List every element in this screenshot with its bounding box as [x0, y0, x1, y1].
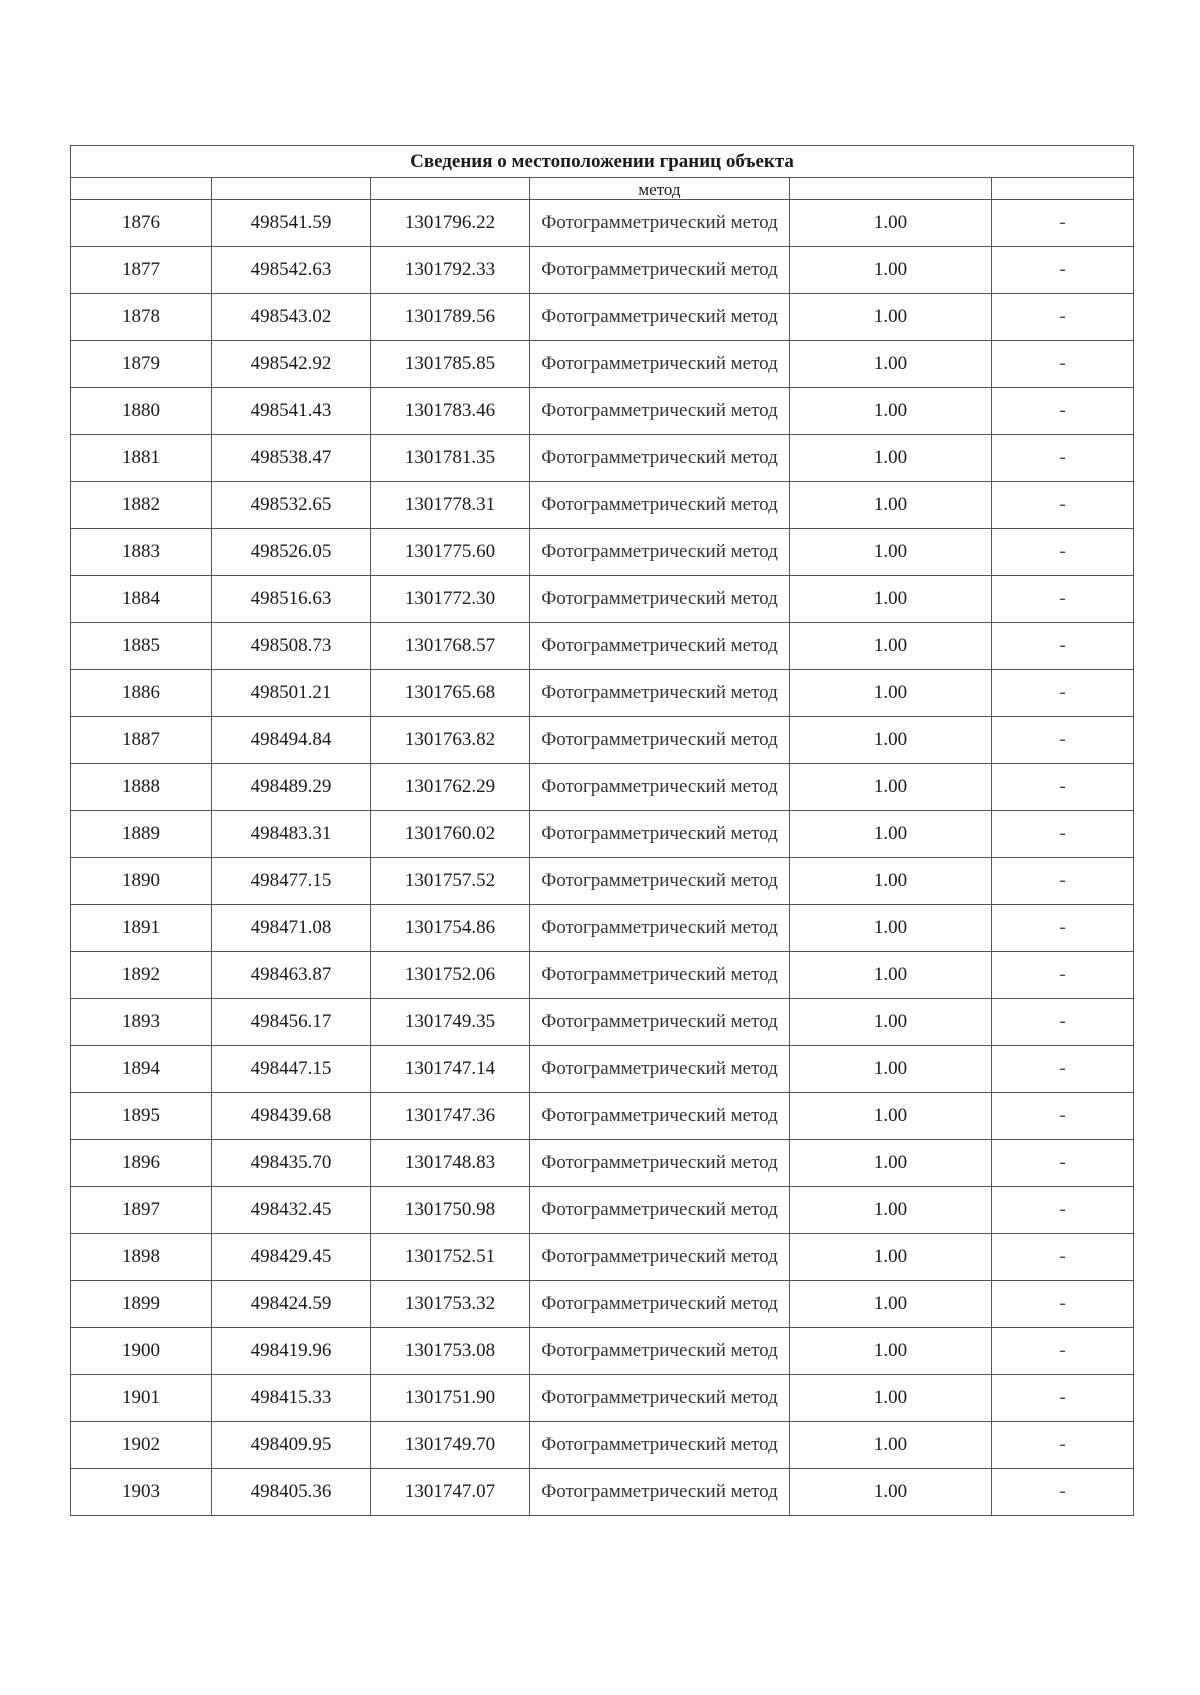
cell-method: Фотограмметрический метод — [530, 1187, 790, 1234]
cell-note: - — [992, 952, 1134, 999]
cell-y-coordinate: 1301785.85 — [371, 341, 530, 388]
cell-method: Фотограмметрический метод — [530, 1093, 790, 1140]
table-row — [71, 1422, 1134, 1469]
table-row — [71, 482, 1134, 529]
cell-x-coordinate: 498424.59 — [212, 1281, 371, 1328]
cell-point-number: 1896 — [71, 1140, 212, 1187]
table-title: Сведения о местоположении границ объекта — [71, 146, 1134, 178]
cell-x-coordinate: 498542.92 — [212, 341, 371, 388]
table-row — [71, 905, 1134, 952]
cell-accuracy: 1.00 — [790, 1046, 992, 1093]
cell-method: Фотограмметрический метод — [530, 764, 790, 811]
cell-point-number: 1882 — [71, 482, 212, 529]
cell-y-coordinate: 1301781.35 — [371, 435, 530, 482]
cell-y-coordinate: 1301765.68 — [371, 670, 530, 717]
cell-accuracy: 1.00 — [790, 999, 992, 1046]
cell-x-coordinate: 498543.02 — [212, 294, 371, 341]
table-row — [71, 858, 1134, 905]
cell-x-coordinate: 498542.63 — [212, 247, 371, 294]
table-row — [71, 1234, 1134, 1281]
cell-point-number: 1890 — [71, 858, 212, 905]
cell-y-coordinate: 1301775.60 — [371, 529, 530, 576]
cell-point-number: 1885 — [71, 623, 212, 670]
cell-method: Фотограмметрический метод — [530, 999, 790, 1046]
cell-y-coordinate: 1301796.22 — [371, 200, 530, 247]
cell-point-number: 1903 — [71, 1469, 212, 1516]
table-row — [71, 294, 1134, 341]
cell-y-coordinate: 1301763.82 — [371, 717, 530, 764]
table-row — [71, 1281, 1134, 1328]
cell-note: - — [992, 1234, 1134, 1281]
cell-empty — [212, 178, 371, 200]
cell-method: Фотограмметрический метод — [530, 858, 790, 905]
cell-x-coordinate: 498541.43 — [212, 388, 371, 435]
cell-x-coordinate: 498483.31 — [212, 811, 371, 858]
table-row — [71, 1093, 1134, 1140]
cell-accuracy: 1.00 — [790, 435, 992, 482]
cell-method: Фотограмметрический метод — [530, 1140, 790, 1187]
cell-method: Фотограмметрический метод — [530, 1046, 790, 1093]
cell-method: Фотограмметрический метод — [530, 294, 790, 341]
cell-note: - — [992, 1281, 1134, 1328]
cell-x-coordinate: 498471.08 — [212, 905, 371, 952]
cell-y-coordinate: 1301750.98 — [371, 1187, 530, 1234]
cell-accuracy: 1.00 — [790, 247, 992, 294]
cell-method: Фотограмметрический метод — [530, 811, 790, 858]
cell-y-coordinate: 1301783.46 — [371, 388, 530, 435]
cell-point-number: 1876 — [71, 200, 212, 247]
cell-y-coordinate: 1301748.83 — [371, 1140, 530, 1187]
cell-note: - — [992, 1422, 1134, 1469]
cell-accuracy: 1.00 — [790, 670, 992, 717]
cell-accuracy: 1.00 — [790, 1469, 992, 1516]
table-row — [71, 717, 1134, 764]
table-row — [71, 623, 1134, 670]
cell-x-coordinate: 498405.36 — [212, 1469, 371, 1516]
cell-x-coordinate: 498429.45 — [212, 1234, 371, 1281]
cell-note: - — [992, 200, 1134, 247]
cell-accuracy: 1.00 — [790, 482, 992, 529]
cell-point-number: 1888 — [71, 764, 212, 811]
cell-note: - — [992, 247, 1134, 294]
cell-accuracy: 1.00 — [790, 529, 992, 576]
table-row — [71, 388, 1134, 435]
cell-note: - — [992, 435, 1134, 482]
table-row — [71, 576, 1134, 623]
cell-y-coordinate: 1301752.51 — [371, 1234, 530, 1281]
cell-x-coordinate: 498463.87 — [212, 952, 371, 999]
table-body — [71, 178, 1134, 1516]
cell-y-coordinate: 1301792.33 — [371, 247, 530, 294]
cell-accuracy: 1.00 — [790, 341, 992, 388]
cell-x-coordinate: 498447.15 — [212, 1046, 371, 1093]
cell-point-number: 1887 — [71, 717, 212, 764]
cell-method: Фотограмметрический метод — [530, 905, 790, 952]
cell-note: - — [992, 341, 1134, 388]
cell-x-coordinate: 498538.47 — [212, 435, 371, 482]
cell-method: Фотограмметрический метод — [530, 576, 790, 623]
cell-point-number: 1883 — [71, 529, 212, 576]
cell-x-coordinate: 498501.21 — [212, 670, 371, 717]
cell-x-coordinate: 498477.15 — [212, 858, 371, 905]
cell-point-number: 1879 — [71, 341, 212, 388]
cell-method: Фотограмметрический метод — [530, 623, 790, 670]
cell-point-number: 1880 — [71, 388, 212, 435]
table-row — [71, 764, 1134, 811]
cell-accuracy: 1.00 — [790, 294, 992, 341]
cell-method: Фотограмметрический метод — [530, 717, 790, 764]
cell-point-number: 1898 — [71, 1234, 212, 1281]
cell-empty — [71, 178, 212, 200]
table-row — [71, 341, 1134, 388]
cell-accuracy: 1.00 — [790, 1234, 992, 1281]
cell-method: Фотограмметрический метод — [530, 1422, 790, 1469]
cell-method: Фотограмметрический метод — [530, 435, 790, 482]
cell-x-coordinate: 498541.59 — [212, 200, 371, 247]
cell-note: - — [992, 717, 1134, 764]
cell-y-coordinate: 1301762.29 — [371, 764, 530, 811]
cell-accuracy: 1.00 — [790, 905, 992, 952]
cell-point-number: 1877 — [71, 247, 212, 294]
cell-x-coordinate: 498439.68 — [212, 1093, 371, 1140]
cell-method: Фотограмметрический метод — [530, 529, 790, 576]
table-row — [71, 529, 1134, 576]
cell-y-coordinate: 1301778.31 — [371, 482, 530, 529]
cell-point-number: 1878 — [71, 294, 212, 341]
cell-method: Фотограмметрический метод — [530, 1375, 790, 1422]
cell-y-coordinate: 1301760.02 — [371, 811, 530, 858]
cell-note: - — [992, 1375, 1134, 1422]
cell-point-number: 1899 — [71, 1281, 212, 1328]
cell-x-coordinate: 498508.73 — [212, 623, 371, 670]
cell-note: - — [992, 1187, 1134, 1234]
cell-method: Фотограмметрический метод — [530, 1328, 790, 1375]
cell-point-number: 1886 — [71, 670, 212, 717]
table-row — [71, 811, 1134, 858]
cell-point-number: 1889 — [71, 811, 212, 858]
cell-empty — [790, 178, 992, 200]
cell-x-coordinate: 498432.45 — [212, 1187, 371, 1234]
cell-point-number: 1900 — [71, 1328, 212, 1375]
cell-y-coordinate: 1301789.56 — [371, 294, 530, 341]
cell-point-number: 1897 — [71, 1187, 212, 1234]
cell-note: - — [992, 623, 1134, 670]
cell-y-coordinate: 1301754.86 — [371, 905, 530, 952]
cell-note: - — [992, 1046, 1134, 1093]
cell-accuracy: 1.00 — [790, 1093, 992, 1140]
continuation-row — [71, 178, 1134, 200]
cell-method: Фотограмметрический метод — [530, 1469, 790, 1516]
cell-y-coordinate: 1301749.35 — [371, 999, 530, 1046]
cell-point-number: 1894 — [71, 1046, 212, 1093]
cell-empty — [371, 178, 530, 200]
cell-accuracy: 1.00 — [790, 1187, 992, 1234]
cell-method: Фотограмметрический метод — [530, 670, 790, 717]
table-row — [71, 1469, 1134, 1516]
table-row — [71, 247, 1134, 294]
cell-method: Фотограмметрический метод — [530, 482, 790, 529]
cell-accuracy: 1.00 — [790, 576, 992, 623]
cell-y-coordinate: 1301757.52 — [371, 858, 530, 905]
cell-note: - — [992, 294, 1134, 341]
cell-y-coordinate: 1301753.32 — [371, 1281, 530, 1328]
cell-note: - — [992, 905, 1134, 952]
cell-x-coordinate: 498516.63 — [212, 576, 371, 623]
cell-point-number: 1893 — [71, 999, 212, 1046]
boundary-table — [70, 145, 1134, 1516]
cell-x-coordinate: 498532.65 — [212, 482, 371, 529]
cell-accuracy: 1.00 — [790, 952, 992, 999]
cell-x-coordinate: 498489.29 — [212, 764, 371, 811]
cell-y-coordinate: 1301747.14 — [371, 1046, 530, 1093]
table-row — [71, 999, 1134, 1046]
cell-note: - — [992, 576, 1134, 623]
cell-accuracy: 1.00 — [790, 811, 992, 858]
cell-method: Фотограмметрический метод — [530, 341, 790, 388]
cell-x-coordinate: 498415.33 — [212, 1375, 371, 1422]
cell-point-number: 1902 — [71, 1422, 212, 1469]
cell-accuracy: 1.00 — [790, 717, 992, 764]
cell-y-coordinate: 1301772.30 — [371, 576, 530, 623]
cell-x-coordinate: 498409.95 — [212, 1422, 371, 1469]
table-row — [71, 1375, 1134, 1422]
table-row — [71, 1328, 1134, 1375]
cell-note: - — [992, 482, 1134, 529]
cell-point-number: 1901 — [71, 1375, 212, 1422]
cell-point-number: 1881 — [71, 435, 212, 482]
cell-y-coordinate: 1301747.36 — [371, 1093, 530, 1140]
table-row — [71, 670, 1134, 717]
table-row — [71, 1187, 1134, 1234]
cell-accuracy: 1.00 — [790, 858, 992, 905]
cell-x-coordinate: 498456.17 — [212, 999, 371, 1046]
cell-note: - — [992, 1328, 1134, 1375]
table-row — [71, 200, 1134, 247]
cell-accuracy: 1.00 — [790, 1375, 992, 1422]
cell-point-number: 1892 — [71, 952, 212, 999]
cell-x-coordinate: 498419.96 — [212, 1328, 371, 1375]
cell-x-coordinate: 498494.84 — [212, 717, 371, 764]
cell-note: - — [992, 858, 1134, 905]
cell-method: Фотограмметрический метод — [530, 952, 790, 999]
cell-method-continuation: метод — [530, 178, 790, 200]
cell-method: Фотограмметрический метод — [530, 200, 790, 247]
cell-point-number: 1891 — [71, 905, 212, 952]
cell-method: Фотограмметрический метод — [530, 1234, 790, 1281]
cell-x-coordinate: 498526.05 — [212, 529, 371, 576]
cell-accuracy: 1.00 — [790, 200, 992, 247]
cell-note: - — [992, 999, 1134, 1046]
cell-note: - — [992, 529, 1134, 576]
cell-y-coordinate: 1301768.57 — [371, 623, 530, 670]
cell-note: - — [992, 811, 1134, 858]
cell-note: - — [992, 670, 1134, 717]
cell-y-coordinate: 1301751.90 — [371, 1375, 530, 1422]
table-row — [71, 1140, 1134, 1187]
cell-method: Фотограмметрический метод — [530, 1281, 790, 1328]
cell-accuracy: 1.00 — [790, 1328, 992, 1375]
cell-note: - — [992, 388, 1134, 435]
cell-y-coordinate: 1301753.08 — [371, 1328, 530, 1375]
cell-accuracy: 1.00 — [790, 1140, 992, 1187]
table-row — [71, 952, 1134, 999]
cell-note: - — [992, 1093, 1134, 1140]
cell-note: - — [992, 764, 1134, 811]
cell-empty — [992, 178, 1134, 200]
cell-accuracy: 1.00 — [790, 623, 992, 670]
cell-note: - — [992, 1140, 1134, 1187]
cell-accuracy: 1.00 — [790, 1422, 992, 1469]
cell-method: Фотограмметрический метод — [530, 247, 790, 294]
cell-method: Фотограмметрический метод — [530, 388, 790, 435]
table-row — [71, 1046, 1134, 1093]
cell-accuracy: 1.00 — [790, 388, 992, 435]
cell-y-coordinate: 1301752.06 — [371, 952, 530, 999]
cell-accuracy: 1.00 — [790, 1281, 992, 1328]
cell-y-coordinate: 1301747.07 — [371, 1469, 530, 1516]
cell-accuracy: 1.00 — [790, 764, 992, 811]
cell-point-number: 1884 — [71, 576, 212, 623]
cell-y-coordinate: 1301749.70 — [371, 1422, 530, 1469]
table-row — [71, 435, 1134, 482]
cell-x-coordinate: 498435.70 — [212, 1140, 371, 1187]
cell-note: - — [992, 1469, 1134, 1516]
cell-point-number: 1895 — [71, 1093, 212, 1140]
